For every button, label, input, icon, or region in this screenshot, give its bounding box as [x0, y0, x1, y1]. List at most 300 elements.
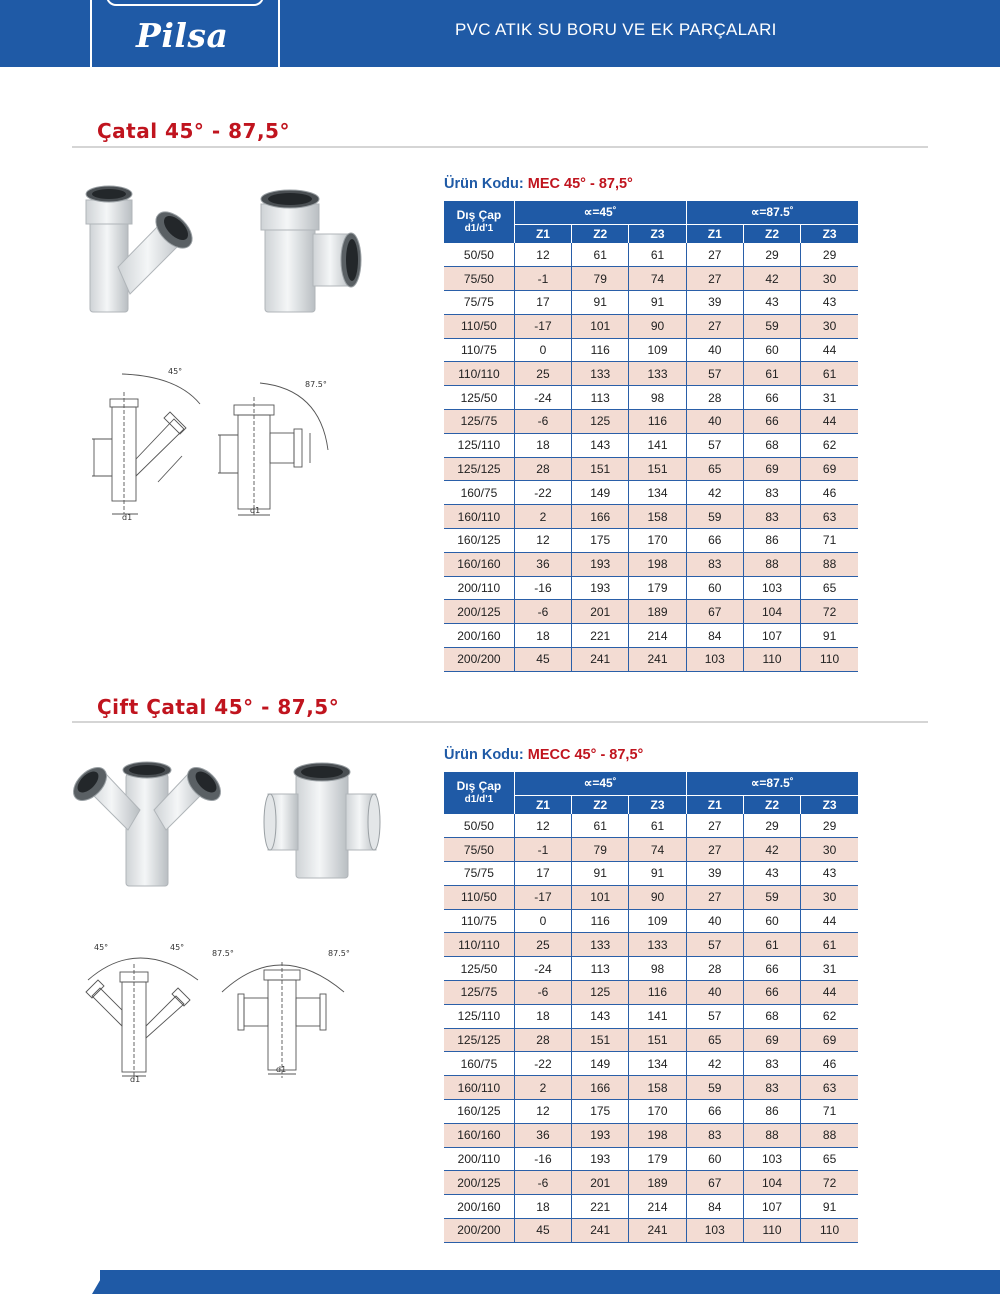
value-cell: 61: [629, 243, 686, 267]
value-cell: -24: [514, 957, 571, 981]
value-cell: 193: [572, 1123, 629, 1147]
d1-label: d1: [276, 1065, 287, 1074]
diameter-cell: 160/125: [444, 1100, 514, 1124]
value-cell: 61: [629, 814, 686, 838]
value-cell: 110: [801, 1219, 858, 1243]
value-cell: 116: [572, 909, 629, 933]
value-cell: 66: [743, 981, 800, 1005]
value-cell: 57: [686, 1004, 743, 1028]
table-row: [444, 933, 858, 957]
header-z2: Z2: [572, 224, 629, 243]
value-cell: 101: [572, 314, 629, 338]
value-cell: 134: [629, 481, 686, 505]
value-cell: 44: [801, 981, 858, 1005]
table-row: [444, 362, 858, 386]
table-row: [444, 433, 858, 457]
header-z2: Z2: [743, 224, 800, 243]
value-cell: 0: [514, 338, 571, 362]
value-cell: 62: [801, 1004, 858, 1028]
value-cell: 43: [801, 862, 858, 886]
table-row: [444, 505, 858, 529]
value-cell: 29: [801, 814, 858, 838]
footer-bar: [100, 1270, 1000, 1294]
value-cell: 12: [514, 243, 571, 267]
value-cell: 0: [514, 909, 571, 933]
table-row: [444, 600, 858, 624]
value-cell: 241: [629, 1219, 686, 1243]
table-row: [444, 291, 858, 315]
value-cell: 158: [629, 505, 686, 529]
value-cell: 42: [686, 481, 743, 505]
value-cell: 60: [686, 1147, 743, 1171]
value-cell: 221: [572, 1195, 629, 1219]
header-angle-87: ∝=87.5˚: [686, 772, 858, 795]
value-cell: 29: [743, 814, 800, 838]
value-cell: 43: [743, 862, 800, 886]
value-cell: 45: [514, 648, 571, 672]
value-cell: 103: [743, 1147, 800, 1171]
value-cell: 18: [514, 624, 571, 648]
angle-label-45-left: 45°: [94, 943, 109, 952]
diameter-cell: 110/50: [444, 885, 514, 909]
diameter-cell: 125/125: [444, 457, 514, 481]
logo-tab: [106, 0, 264, 6]
header-z3: Z3: [629, 795, 686, 814]
value-cell: 30: [801, 267, 858, 291]
section-divider: [72, 721, 928, 723]
value-cell: 198: [629, 1123, 686, 1147]
value-cell: 84: [686, 1195, 743, 1219]
value-cell: 90: [629, 885, 686, 909]
value-cell: 36: [514, 1123, 571, 1147]
diameter-cell: 110/50: [444, 314, 514, 338]
value-cell: 103: [743, 576, 800, 600]
value-cell: 214: [629, 624, 686, 648]
value-cell: 107: [743, 1195, 800, 1219]
table-row: [444, 576, 858, 600]
value-cell: 46: [801, 1052, 858, 1076]
diameter-cell: 75/75: [444, 862, 514, 886]
header-angle-87: ∝=87.5˚: [686, 201, 858, 224]
value-cell: 71: [801, 1100, 858, 1124]
value-cell: 27: [686, 314, 743, 338]
table-row: [444, 1123, 858, 1147]
value-cell: 104: [743, 600, 800, 624]
value-cell: 109: [629, 909, 686, 933]
tee-87-drawing: [210, 375, 340, 525]
table-row: [444, 1171, 858, 1195]
spec-table-catal: [444, 201, 858, 672]
product-code-label: Ürün Kodu:: [444, 176, 524, 192]
section-divider: [72, 146, 928, 148]
diameter-cell: 50/50: [444, 243, 514, 267]
value-cell: 44: [801, 410, 858, 434]
value-cell: 193: [572, 1147, 629, 1171]
tee-87-photo: [255, 188, 365, 316]
table-row: [444, 1100, 858, 1124]
table-row: [444, 1195, 858, 1219]
value-cell: 18: [514, 433, 571, 457]
value-cell: 98: [629, 957, 686, 981]
table-row: [444, 814, 858, 838]
value-cell: 40: [686, 338, 743, 362]
value-cell: 189: [629, 1171, 686, 1195]
diameter-cell: 125/110: [444, 1004, 514, 1028]
value-cell: 116: [629, 981, 686, 1005]
table-row: [444, 981, 858, 1005]
value-cell: 29: [801, 243, 858, 267]
value-cell: 18: [514, 1195, 571, 1219]
value-cell: 17: [514, 862, 571, 886]
table-row: [444, 1076, 858, 1100]
value-cell: 125: [572, 981, 629, 1005]
value-cell: 44: [801, 909, 858, 933]
value-cell: -6: [514, 410, 571, 434]
value-cell: 72: [801, 600, 858, 624]
value-cell: 39: [686, 291, 743, 315]
value-cell: 28: [686, 386, 743, 410]
value-cell: 166: [572, 505, 629, 529]
value-cell: 143: [572, 433, 629, 457]
value-cell: 43: [801, 291, 858, 315]
value-cell: 83: [686, 1123, 743, 1147]
table-row: [444, 1147, 858, 1171]
table-row: [444, 909, 858, 933]
value-cell: 84: [686, 624, 743, 648]
diameter-cell: 200/110: [444, 1147, 514, 1171]
value-cell: 88: [743, 1123, 800, 1147]
value-cell: 30: [801, 838, 858, 862]
value-cell: 198: [629, 552, 686, 576]
header-z1: Z1: [686, 224, 743, 243]
value-cell: 27: [686, 814, 743, 838]
double-tee-drawing: [210, 942, 355, 1082]
diameter-cell: 160/110: [444, 1076, 514, 1100]
value-cell: 2: [514, 505, 571, 529]
value-cell: 107: [743, 624, 800, 648]
value-cell: 158: [629, 1076, 686, 1100]
value-cell: 12: [514, 814, 571, 838]
angle-label-45-right: 45°: [170, 943, 185, 952]
value-cell: 59: [743, 885, 800, 909]
value-cell: 27: [686, 838, 743, 862]
value-cell: 110: [743, 648, 800, 672]
value-cell: 141: [629, 1004, 686, 1028]
diameter-cell: 200/160: [444, 624, 514, 648]
table-row: [444, 386, 858, 410]
diameter-cell: 160/125: [444, 529, 514, 553]
value-cell: 91: [801, 624, 858, 648]
diameter-cell: 200/200: [444, 648, 514, 672]
value-cell: 149: [572, 481, 629, 505]
value-cell: 83: [743, 1052, 800, 1076]
table-row: [444, 552, 858, 576]
value-cell: 45: [514, 1219, 571, 1243]
double-wye-drawing: [78, 940, 213, 1085]
value-cell: 63: [801, 1076, 858, 1100]
value-cell: 40: [686, 909, 743, 933]
value-cell: 65: [686, 1028, 743, 1052]
value-cell: 68: [743, 433, 800, 457]
header-z2: Z2: [743, 795, 800, 814]
header-angle-45: ∝=45˚: [514, 201, 686, 224]
value-cell: 68: [743, 1004, 800, 1028]
value-cell: 2: [514, 1076, 571, 1100]
value-cell: 179: [629, 1147, 686, 1171]
diameter-cell: 160/160: [444, 1123, 514, 1147]
table-row: [444, 338, 858, 362]
value-cell: 27: [686, 267, 743, 291]
value-cell: 110: [743, 1219, 800, 1243]
value-cell: 72: [801, 1171, 858, 1195]
value-cell: 110: [801, 648, 858, 672]
value-cell: 175: [572, 529, 629, 553]
value-cell: 141: [629, 433, 686, 457]
value-cell: 241: [629, 648, 686, 672]
value-cell: 170: [629, 1100, 686, 1124]
value-cell: 18: [514, 1004, 571, 1028]
table-row: [444, 314, 858, 338]
value-cell: 46: [801, 481, 858, 505]
value-cell: 60: [686, 576, 743, 600]
value-cell: 67: [686, 1171, 743, 1195]
value-cell: 61: [801, 362, 858, 386]
value-cell: -17: [514, 885, 571, 909]
value-cell: 86: [743, 1100, 800, 1124]
diameter-cell: 125/50: [444, 386, 514, 410]
value-cell: 28: [514, 457, 571, 481]
product-code: [444, 747, 643, 763]
value-cell: 61: [801, 933, 858, 957]
wye-45-photo: [78, 182, 198, 317]
value-cell: 241: [572, 648, 629, 672]
value-cell: 43: [743, 291, 800, 315]
d1-label: d1: [250, 506, 261, 515]
double-wye-photo: [66, 760, 228, 888]
diameter-cell: 200/200: [444, 1219, 514, 1243]
value-cell: 42: [743, 838, 800, 862]
diameter-cell: 200/160: [444, 1195, 514, 1219]
diameter-cell: 125/110: [444, 433, 514, 457]
value-cell: 65: [801, 576, 858, 600]
header-z2: Z2: [572, 795, 629, 814]
d1-label: d1: [130, 1075, 141, 1084]
value-cell: 62: [801, 433, 858, 457]
value-cell: 83: [743, 1076, 800, 1100]
diameter-cell: 110/110: [444, 933, 514, 957]
value-cell: 36: [514, 552, 571, 576]
value-cell: 60: [743, 338, 800, 362]
value-cell: 67: [686, 600, 743, 624]
value-cell: 69: [801, 1028, 858, 1052]
diameter-cell: 75/50: [444, 267, 514, 291]
value-cell: 151: [572, 457, 629, 481]
value-cell: 66: [686, 1100, 743, 1124]
section-title-cift-catal: Çift Çatal 45° - 87,5°: [97, 695, 340, 719]
value-cell: 91: [801, 1195, 858, 1219]
value-cell: -22: [514, 1052, 571, 1076]
value-cell: 27: [686, 885, 743, 909]
value-cell: 66: [743, 386, 800, 410]
angle-label-87-right: 87.5°: [328, 949, 350, 958]
value-cell: 66: [686, 529, 743, 553]
value-cell: 74: [629, 267, 686, 291]
value-cell: -17: [514, 314, 571, 338]
page-header: [0, 0, 1000, 67]
angle-label-87: 87.5°: [305, 380, 327, 389]
value-cell: 12: [514, 529, 571, 553]
value-cell: 57: [686, 933, 743, 957]
value-cell: 151: [572, 1028, 629, 1052]
table-row: [444, 1219, 858, 1243]
value-cell: 189: [629, 600, 686, 624]
angle-label-45: 45°: [168, 367, 183, 376]
value-cell: 28: [514, 1028, 571, 1052]
value-cell: 103: [686, 648, 743, 672]
table-row: [444, 1028, 858, 1052]
spec-table-cift-catal: [444, 772, 858, 1243]
value-cell: -6: [514, 1171, 571, 1195]
value-cell: 66: [743, 410, 800, 434]
header-title: PVC ATIK SU BORU VE EK PARÇALARI: [455, 20, 777, 39]
value-cell: 170: [629, 529, 686, 553]
value-cell: 193: [572, 576, 629, 600]
value-cell: 69: [743, 1028, 800, 1052]
value-cell: 133: [629, 933, 686, 957]
table-row: [444, 529, 858, 553]
value-cell: 79: [572, 838, 629, 862]
diameter-cell: 125/75: [444, 410, 514, 434]
value-cell: 201: [572, 1171, 629, 1195]
value-cell: 30: [801, 314, 858, 338]
value-cell: -6: [514, 600, 571, 624]
value-cell: 109: [629, 338, 686, 362]
value-cell: 71: [801, 529, 858, 553]
d1-label: d1: [122, 513, 133, 522]
value-cell: 29: [743, 243, 800, 267]
value-cell: 201: [572, 600, 629, 624]
value-cell: 61: [572, 243, 629, 267]
product-code: [444, 176, 633, 192]
table-row: [444, 648, 858, 672]
value-cell: 101: [572, 885, 629, 909]
value-cell: -22: [514, 481, 571, 505]
value-cell: 91: [572, 862, 629, 886]
product-code-label: Ürün Kodu:: [444, 747, 524, 763]
value-cell: -1: [514, 838, 571, 862]
value-cell: 79: [572, 267, 629, 291]
table-row: [444, 885, 858, 909]
value-cell: 103: [686, 1219, 743, 1243]
header-z3: Z3: [801, 795, 858, 814]
value-cell: 193: [572, 552, 629, 576]
table-row: [444, 1004, 858, 1028]
diameter-cell: 110/75: [444, 338, 514, 362]
table-row: [444, 481, 858, 505]
value-cell: 91: [629, 862, 686, 886]
product-code-value: MECC 45° - 87,5°: [527, 747, 644, 763]
table-row: [444, 624, 858, 648]
value-cell: -16: [514, 1147, 571, 1171]
value-cell: 44: [801, 338, 858, 362]
table-row: [444, 957, 858, 981]
diameter-cell: 160/75: [444, 1052, 514, 1076]
table-row: [444, 862, 858, 886]
value-cell: -1: [514, 267, 571, 291]
value-cell: 69: [743, 457, 800, 481]
value-cell: 221: [572, 624, 629, 648]
value-cell: 31: [801, 957, 858, 981]
value-cell: 133: [572, 362, 629, 386]
value-cell: 98: [629, 386, 686, 410]
value-cell: 27: [686, 243, 743, 267]
table-row: [444, 410, 858, 434]
value-cell: 39: [686, 862, 743, 886]
value-cell: 61: [743, 933, 800, 957]
header-z1: Z1: [514, 795, 571, 814]
header-diameter: Dış Çap d1/d'1: [444, 772, 514, 814]
diameter-cell: 125/75: [444, 981, 514, 1005]
diameter-cell: 75/50: [444, 838, 514, 862]
value-cell: 12: [514, 1100, 571, 1124]
value-cell: 86: [743, 529, 800, 553]
value-cell: 63: [801, 505, 858, 529]
angle-label-87-left: 87.5°: [212, 949, 234, 958]
header-z3: Z3: [801, 224, 858, 243]
section-title-catal: Çatal 45° - 87,5°: [97, 119, 290, 143]
value-cell: 59: [686, 1076, 743, 1100]
header-diameter: Dış Çap d1/d'1: [444, 201, 514, 243]
value-cell: 214: [629, 1195, 686, 1219]
diameter-cell: 200/125: [444, 600, 514, 624]
diameter-cell: 75/75: [444, 291, 514, 315]
value-cell: 116: [572, 338, 629, 362]
diameter-cell: 200/110: [444, 576, 514, 600]
value-cell: 83: [686, 552, 743, 576]
value-cell: 17: [514, 291, 571, 315]
value-cell: 57: [686, 362, 743, 386]
brand-logo: Pilsa: [136, 16, 229, 55]
value-cell: 166: [572, 1076, 629, 1100]
value-cell: 151: [629, 457, 686, 481]
value-cell: 61: [743, 362, 800, 386]
value-cell: 151: [629, 1028, 686, 1052]
value-cell: 104: [743, 1171, 800, 1195]
value-cell: 175: [572, 1100, 629, 1124]
value-cell: 31: [801, 386, 858, 410]
value-cell: 69: [801, 457, 858, 481]
diameter-cell: 50/50: [444, 814, 514, 838]
wye-45-drawing: [82, 364, 217, 524]
value-cell: 40: [686, 410, 743, 434]
value-cell: 113: [572, 957, 629, 981]
table-row: [444, 457, 858, 481]
value-cell: 30: [801, 885, 858, 909]
diameter-cell: 160/160: [444, 552, 514, 576]
diameter-cell: 110/110: [444, 362, 514, 386]
value-cell: 60: [743, 909, 800, 933]
table-row: [444, 838, 858, 862]
value-cell: -24: [514, 386, 571, 410]
value-cell: -6: [514, 981, 571, 1005]
value-cell: 125: [572, 410, 629, 434]
value-cell: 91: [572, 291, 629, 315]
diameter-cell: 200/125: [444, 1171, 514, 1195]
value-cell: 83: [743, 505, 800, 529]
header-z1: Z1: [514, 224, 571, 243]
value-cell: 88: [743, 552, 800, 576]
value-cell: 90: [629, 314, 686, 338]
